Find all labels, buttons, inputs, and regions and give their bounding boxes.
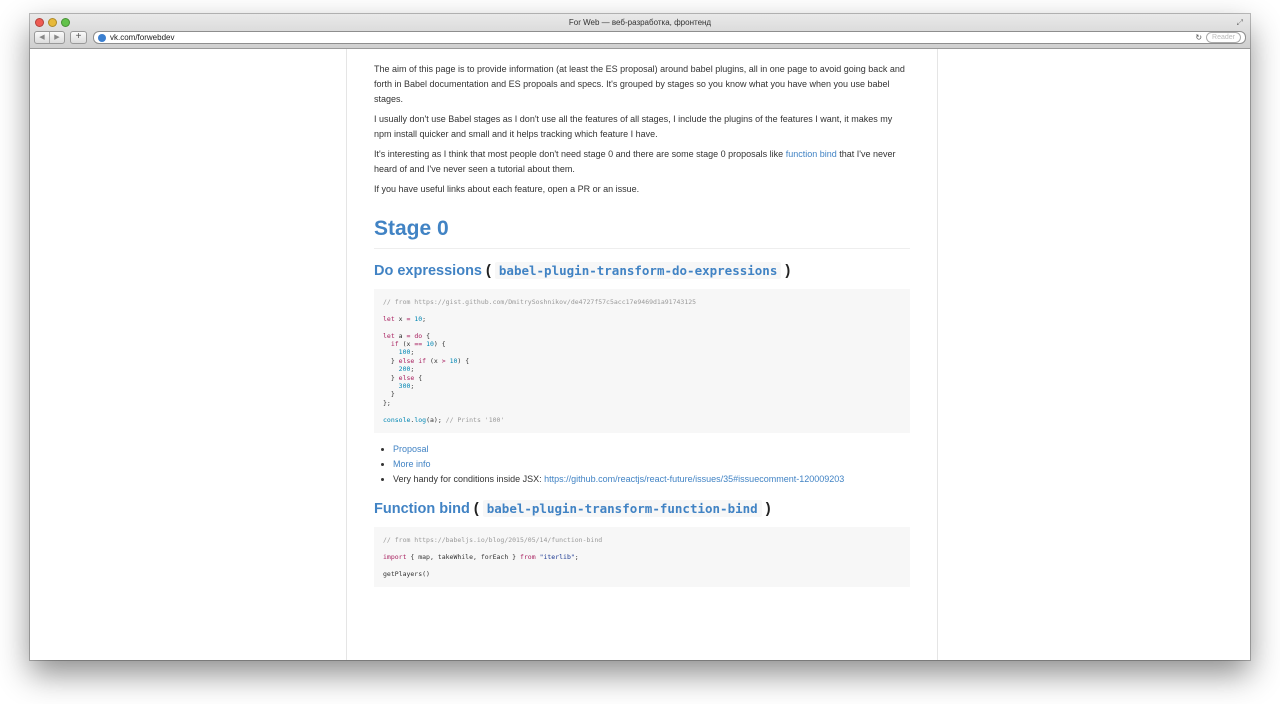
fullscreen-icon[interactable]: ⤢ [1236, 18, 1243, 27]
content-column [346, 49, 938, 660]
do-expressions-plugin: babel-plugin-transform-do-expressions [495, 262, 781, 279]
list-item [393, 457, 910, 472]
article [374, 62, 910, 587]
function-bind-plugin: babel-plugin-transform-function-bind [483, 500, 762, 517]
jsx-issue-link[interactable]: https://github.com/reactjs/react-future/issues/35#issuecomment-120009203 [544, 474, 845, 485]
reader-button[interactable]: Reader [1206, 32, 1241, 43]
page-viewport [30, 49, 1250, 660]
function-bind-code: // from https://babeljs.io/blog/2015/05/14/function-bind import { map, takeWhile, forEach } from "iterlib"; getPlayers() [374, 527, 910, 587]
back-button[interactable]: ◀ [39, 34, 45, 41]
list-item [393, 442, 910, 457]
intro-paragraph: I usually don't use Babel stages as I don't use all the features of all stages, I include the plugins of the features I want, it makes my npm install quicker and small and it helps tracking which feature I have. [374, 114, 893, 139]
browser-window [30, 14, 1250, 660]
function-bind-link[interactable]: function bind [785, 149, 837, 159]
list-item: • Very handy for conditions inside JSX: https://github.com/reactjs/react-future/issues/35#issuecomment-120009203 [393, 472, 910, 487]
do-expressions-heading: Do expressions ( babel-plugin-transform-do-expressions ) [374, 263, 791, 279]
url-text[interactable]: vk.com/forwebdev [110, 33, 175, 42]
title-bar [30, 14, 1250, 49]
address-bar[interactable] [93, 31, 1246, 44]
nav-buttons [34, 31, 65, 44]
add-bookmark-button[interactable]: + [70, 31, 87, 44]
window-title: For Web — веб-разработка, фронтенд [568, 18, 712, 27]
more-info-link[interactable]: More info [393, 459, 431, 470]
intro-paragraph: The aim of this page is to provide information (at least the ES proposal) around babel plugins, all in one page to avoid going back and forth in Babel documentation and ES propoals and specs. It's grouped by stages so you know what you have when you use babel stages. [374, 64, 905, 104]
function-bind-heading: Function bind ( babel-plugin-transform-function-bind ) [374, 501, 771, 518]
do-expressions-links [374, 442, 910, 487]
stage0-paragraph: It's interesting as I think that most people don't need stage 0 and there are some stage 0 proposals like function bind that I've never heard of and I've never seen a tutorial about them. [374, 149, 896, 174]
site-icon [98, 34, 106, 42]
reload-icon[interactable]: ↻ [1195, 33, 1203, 42]
toolbar [34, 31, 1246, 44]
proposal-link[interactable]: Proposal [393, 444, 429, 455]
do-expressions-code: // from https://gist.github.com/DmitrySoshnikov/de4727f57c5acc17e9469d1a91743125 let x = 10; let a = do { if (x == 10) { 100; } else if (x > 10) { 200; } else { 300; } }; console.log(a); // Prints '100' [374, 289, 910, 433]
forward-button[interactable]: ▶ [49, 32, 64, 43]
contribute-paragraph: If you have useful links about each feature, open a PR or an issue. [374, 184, 640, 194]
stage-0-heading: Stage 0 [374, 217, 910, 249]
